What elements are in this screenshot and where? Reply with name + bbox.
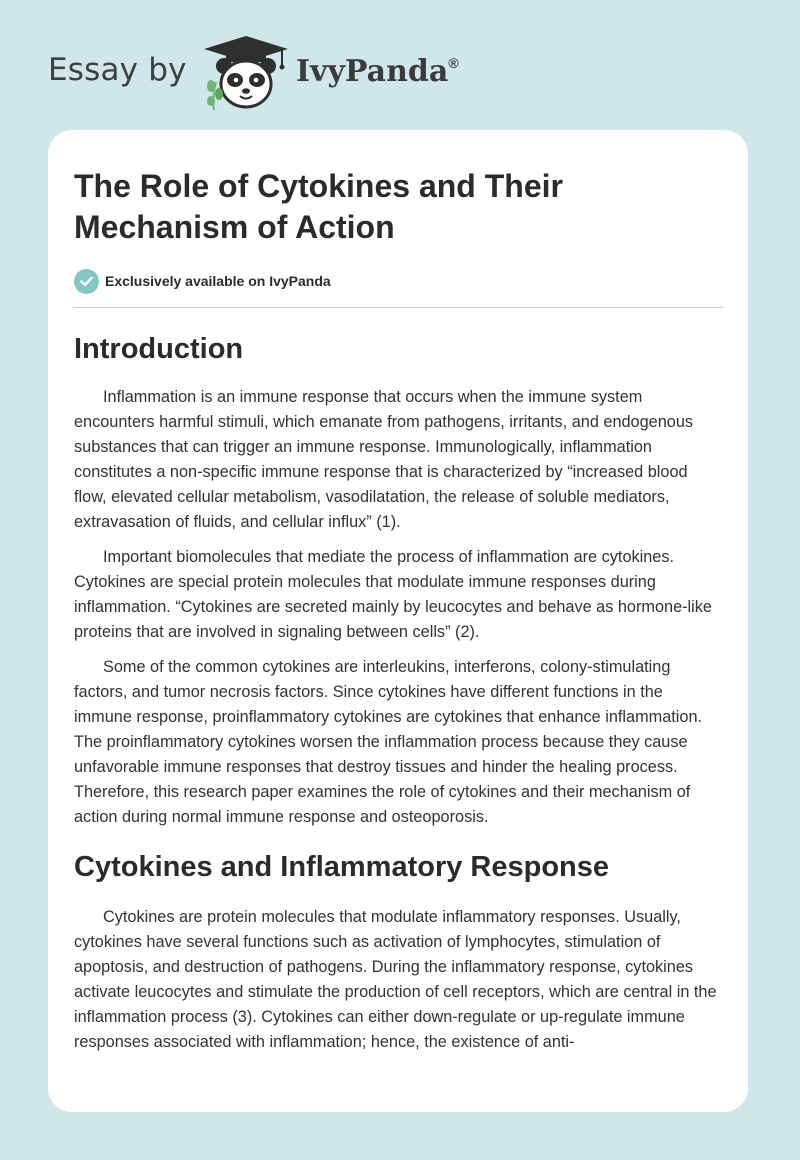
site-header [0,0,800,130]
paragraph: Important biomolecules that mediate the process of inflammation are cytokines. Cytokines are special protein molecules that modulate immune responses during inflammation. “Cytokines are secreted mainly by leucocytes and behave as hormone-like proteins that are involved in signaling between cells” (2). [74,548,712,641]
exclusive-badge [74,268,724,294]
article-card [48,130,748,1112]
section-heading-introduction: Introduction [74,333,244,365]
brand-text: IvyPanda [296,54,449,89]
section-body-introduction [74,385,724,830]
paragraph: Inflammation is an immune response that occurs when the immune system encounters harmful stimuli, which emanate from pathogens, irritants, and endogenous substances that can trigger an immune response. Immunologically, inflammation constitutes a non-specific immune response that is characterized by “increased blood flow, elevated cellular metabolism, vasodilatation, the release of soluble mediators, extravasation of fluids, and cellular influx” (1). [74,388,694,531]
registered-mark: ® [448,55,459,71]
essay-by-label: Essay by [48,52,187,88]
panda-graduate-icon[interactable] [200,34,292,110]
divider [74,307,724,308]
section-heading-cytokines: Cytokines and Inflammatory Response [74,851,610,883]
article-title: The Role of Cytokines and Their Mechanism of Action [74,168,563,245]
article-content [74,166,724,1065]
exclusive-label: Exclusively available on IvyPanda [105,273,331,289]
check-icon [74,269,99,294]
paragraph: Cytokines are protein molecules that modulate inflammatory responses. Usually, cytokines have several functions such as activation of lymphocytes, stimulation of apoptosis, and destruction of pathogens. During the inflammatory response, cytokines activate leucocytes and stimulate the production of cell receptors, which are central in the inflammation process (3). Cytokines can either down-regulate or up-regulate immune responses associated with inflammation; hence, the existence of anti- [74,908,717,1051]
section-body-cytokines [74,905,724,1055]
brand-name[interactable] [296,54,459,89]
paragraph: Some of the common cytokines are interleukins, interferons, colony-stimulating factors, and tumor necrosis factors. Since cytokines have different functions in the immune response, proinflammatory cytokines are cytokines that enhance inflammation. The proinflammatory cytokines worsen the inflammation process because they cause unfavorable immune responses that destroy tissues and hinder the healing process. Therefore, this research paper examines the role of cytokines and their mechanism of action during normal immune response and osteoporosis. [74,658,703,826]
